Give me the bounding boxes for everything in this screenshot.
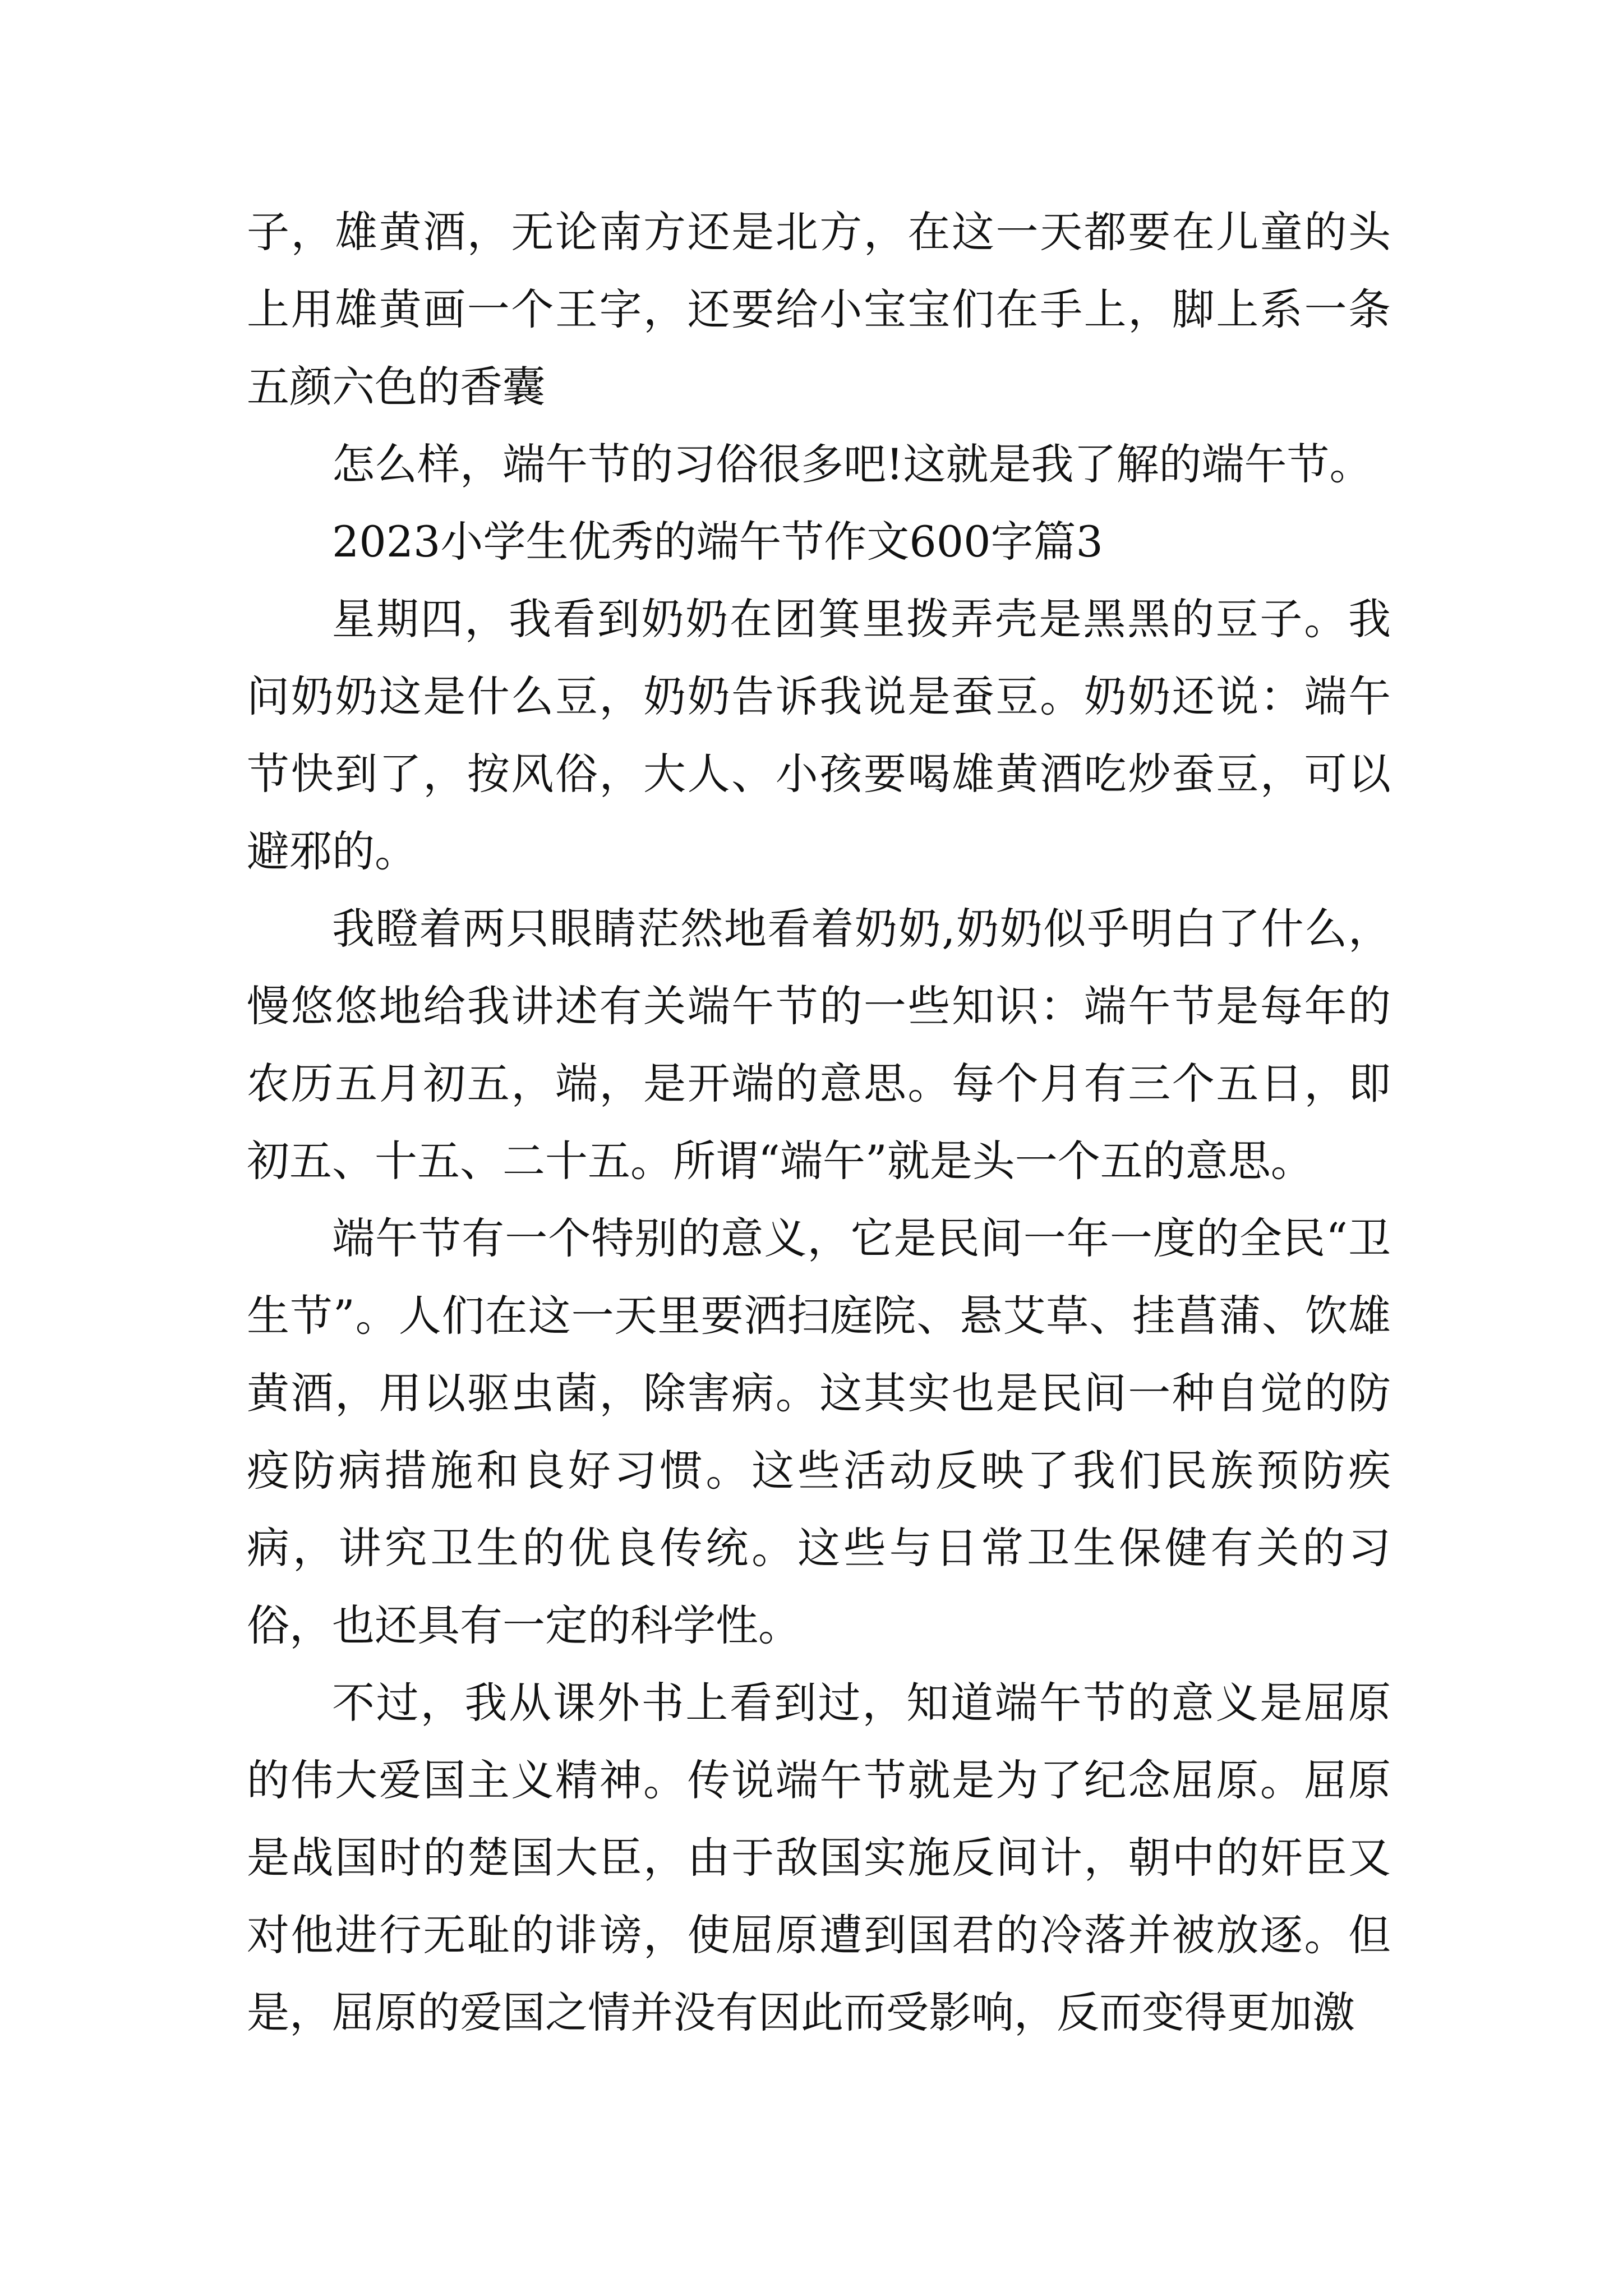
paragraph-hygiene-festival: 端午节有一个特别的意义，它是民间一年一度的全民“卫生节”。人们在这一天里要洒扫庭院、悬艾草、挂菖蒲、饮雄黄酒，用以驱虫菌，除害病。这其实也是民间一种自觉的防疫防病措施和良好习惯。这些活动反映了我们民族预防疾病，讲究卫生的优良传统。这些与日常卫生保健有关的习俗，也还具有一定的科学性。 <box>247 1213 1391 1650</box>
paragraph-grandma-explains: 我瞪着两只眼睛茫然地看着奶奶,奶奶似乎明白了什么，慢悠悠地给我讲述有关端午节的一些知识：端午节是每年的农历五月初五，端，是开端的意思。每个月有三个五日，即初五、十五、二十五。所谓“端午”就是头一个五的意思。 <box>247 904 1391 1186</box>
paragraph-continuation: 子，雄黄酒，无论南方还是北方，在这一天都要在儿童的头上用雄黄画一个王字，还要给小宝宝们在手上，脚上系一条五颜六色的香囊 <box>247 207 1391 412</box>
essay-heading: 2023小学生优秀的端午节作文600字篇3 <box>332 517 1103 567</box>
paragraph-broad-beans: 星期四，我看到奶奶在团箕里拨弄壳是黑黑的豆子。我问奶奶这是什么豆，奶奶告诉我说是蚕豆。奶奶还说：端午节快到了，按风俗，大人、小孩要喝雄黄酒吃炒蚕豆，可以避邪的。 <box>247 594 1391 876</box>
paragraph-qu-yuan: 不过，我从课外书上看到过，知道端午节的意义是屈原的伟大爱国主义精神。传说端午节就是为了纪念屈原。屈原是战国时的楚国大臣，由于敌国实施反间计，朝中的奸臣又对他进行无耻的诽谤，使屈原遭到国君的冷落并被放逐。但是，屈原的爱国之情并没有因此而受影响，反而变得更加激 <box>247 1678 1391 2037</box>
body-text <box>247 194 1391 2051</box>
paragraph-summary: 怎么样，端午节的习俗很多吧!这就是我了解的端午节。 <box>332 439 1372 489</box>
